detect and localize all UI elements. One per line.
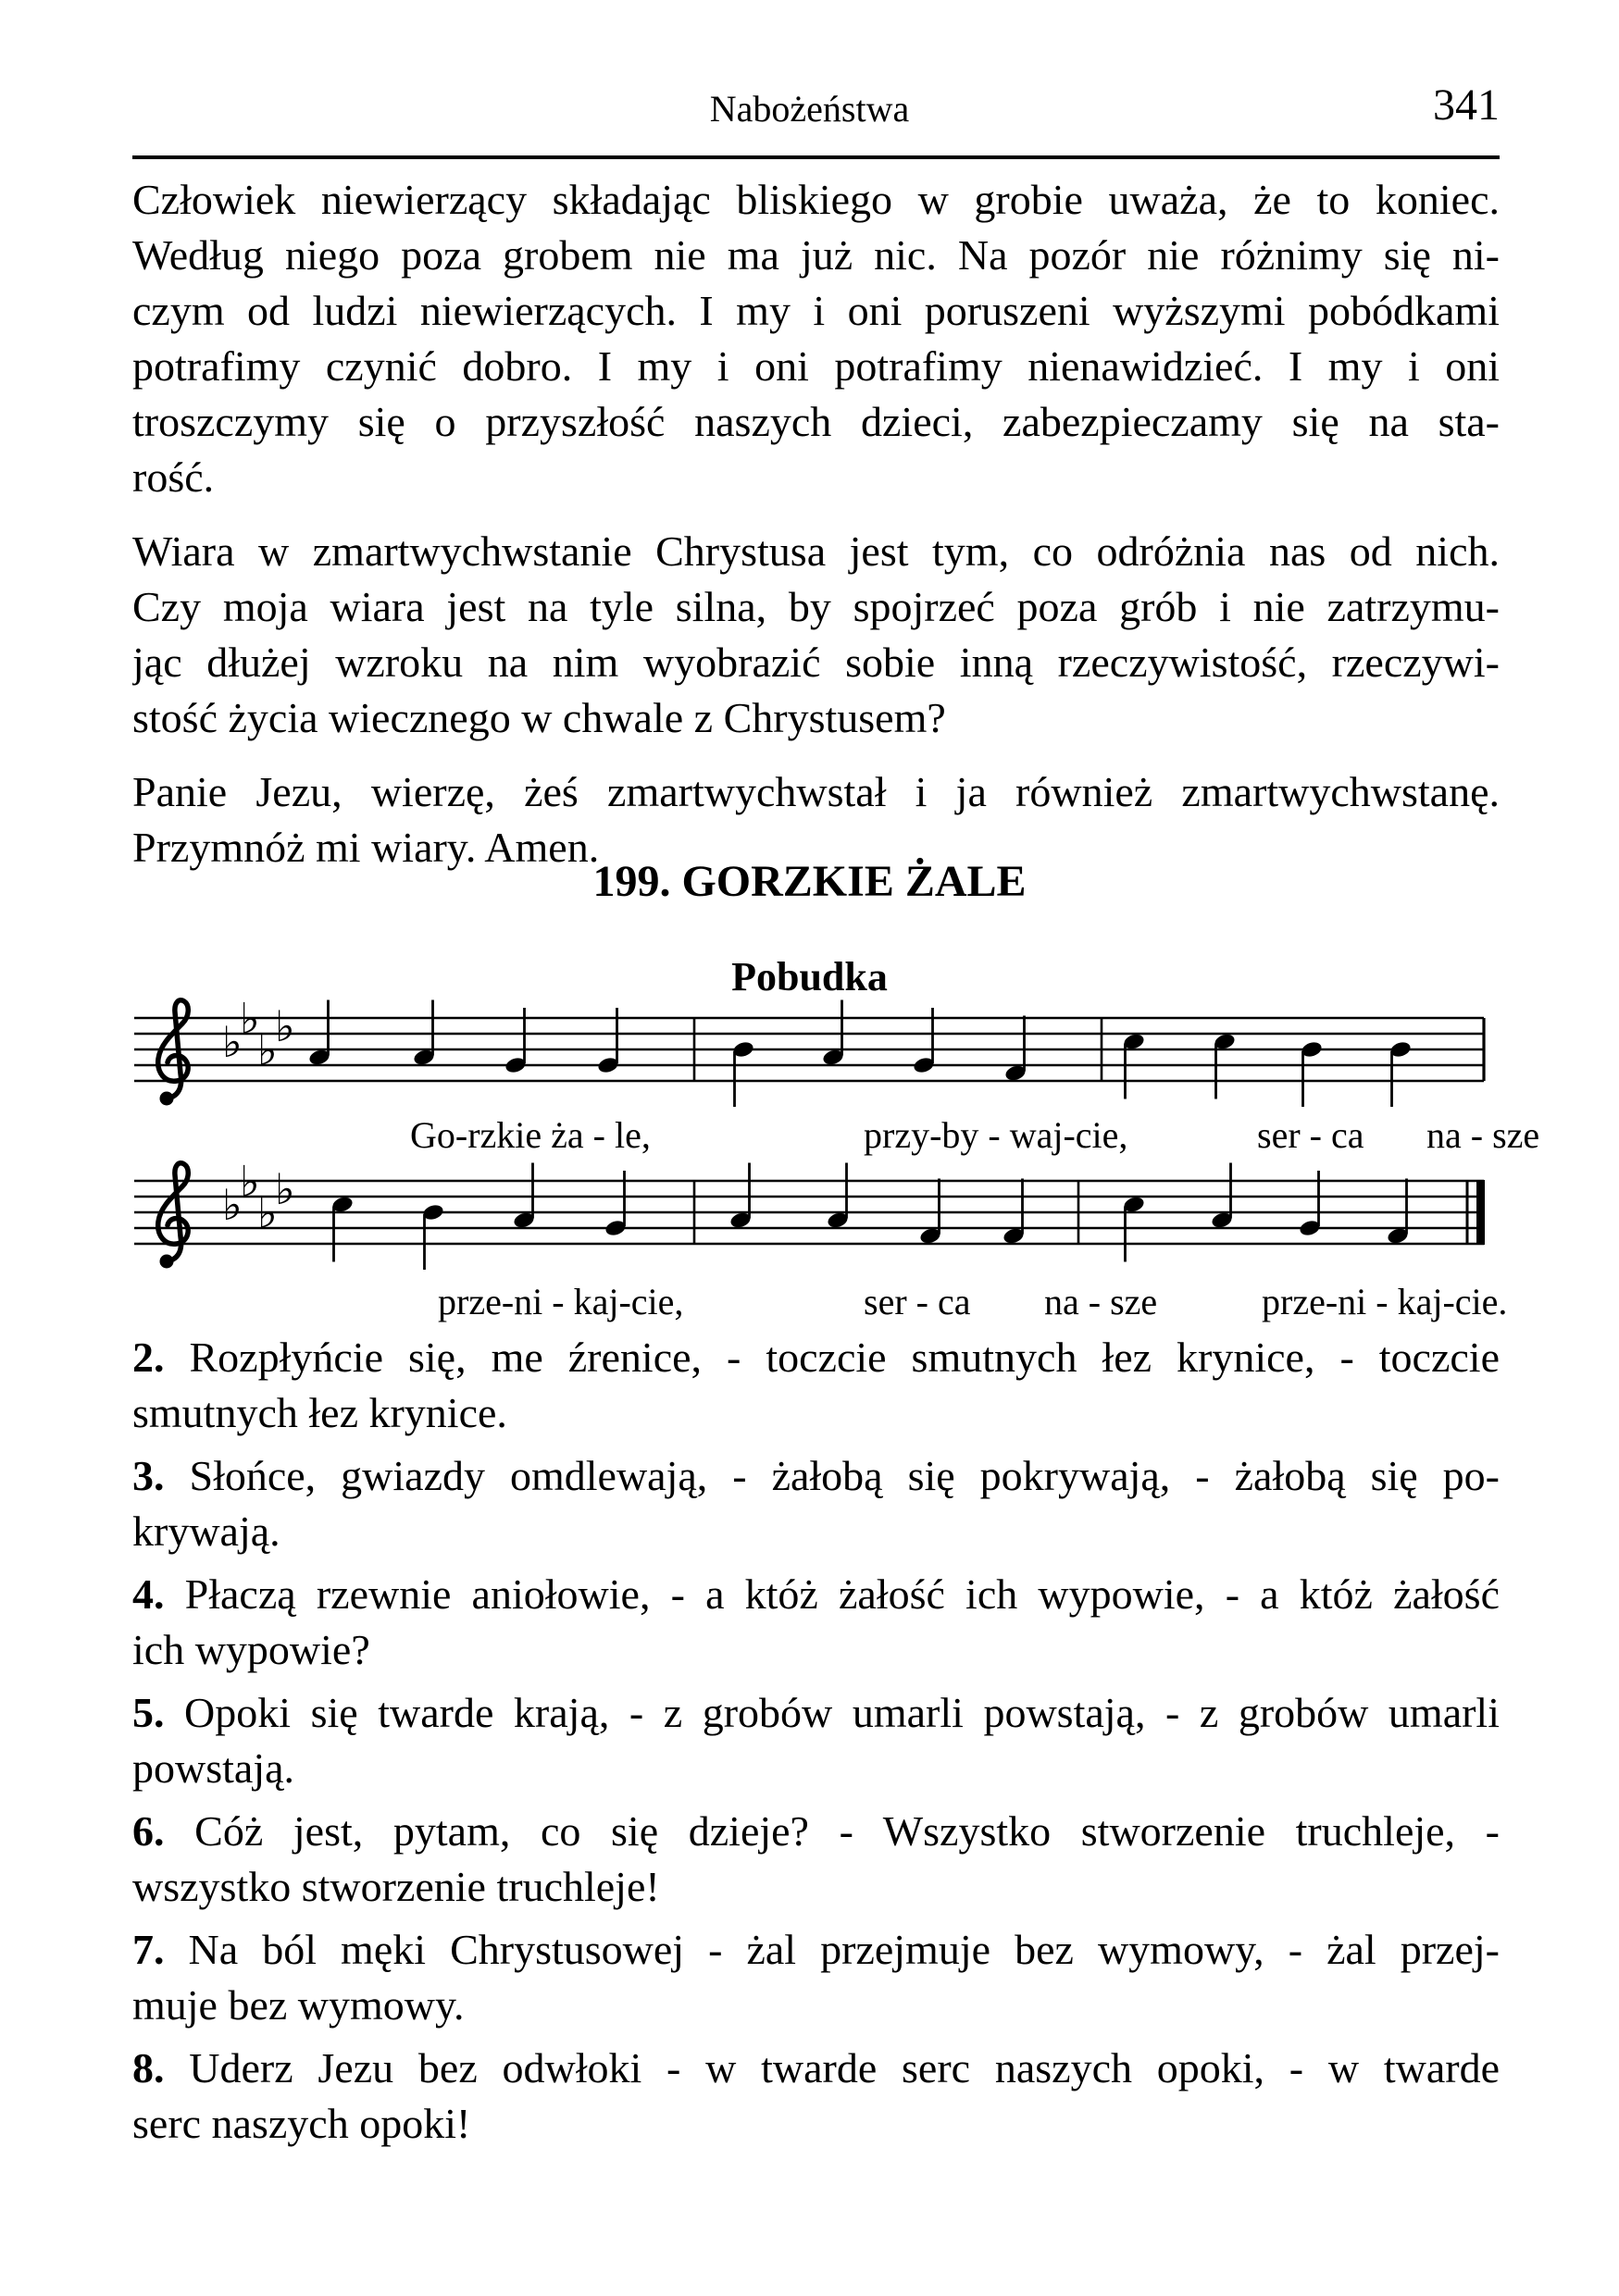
treble-clef-icon bbox=[158, 1163, 189, 1269]
lyric-segment: ser - ca bbox=[1257, 1114, 1364, 1156]
flat-sign-icon: ♭ bbox=[240, 993, 260, 1044]
verse-line: 5. Opoki się twarde krają, - z grobów umarli powstają, - z grobów umarli bbox=[132, 1689, 1500, 1736]
verse bbox=[132, 1922, 1500, 2033]
verse-line: ich wypowie? bbox=[132, 1626, 370, 1673]
final-barline-thick bbox=[1476, 1180, 1485, 1245]
verse-line: 3. Słońce, gwiazdy omdlewają, - żałobą się pokrywają, - żałobą się po- bbox=[132, 1452, 1500, 1499]
verse bbox=[132, 1804, 1500, 1915]
treble-clef-icon bbox=[158, 1000, 189, 1106]
verse-number: 4. bbox=[132, 1570, 165, 1618]
verse-number: 2. bbox=[132, 1334, 165, 1381]
verse bbox=[132, 2041, 1500, 2152]
lyric-segment: Go-rzkie ża - le, bbox=[410, 1114, 651, 1156]
verse-line: 4. Płaczą rzewnie aniołowie, - a któż żałość ich wypowie, - a któż żałość bbox=[132, 1570, 1500, 1618]
paragraph-line: Czy moja wiara jest na tyle silna, by spojrzeć poza grób i nie zatrzymu- bbox=[132, 583, 1500, 630]
song-subtitle: Pobudka bbox=[731, 954, 888, 999]
paragraph-line: Przymnóż mi wiary. Amen. bbox=[132, 824, 600, 871]
flat-sign-icon: ♭ bbox=[275, 1164, 295, 1214]
paragraph-line: troszczymy się o przyszłość naszych dzieci, zabezpieczamy się na sta- bbox=[132, 398, 1500, 445]
verse bbox=[132, 1330, 1500, 1441]
paragraph-line: jąc dłużej wzroku na nim wyobrazić sobie inną rzeczywistość, rzeczywi- bbox=[132, 639, 1500, 686]
verse bbox=[132, 1685, 1500, 1796]
verse bbox=[132, 1567, 1500, 1678]
verse-number: 7. bbox=[132, 1926, 165, 1973]
running-header-title: Nabożeństwa bbox=[709, 88, 910, 130]
paragraph-line: Według niego poza grobem nie ma już nic. Na pozór nie różnimy się ni- bbox=[132, 231, 1500, 279]
flat-sign-icon: ♭ bbox=[240, 1156, 260, 1207]
flat-sign-icon: ♭ bbox=[222, 1180, 243, 1230]
verse-line: muje bez wymowy. bbox=[132, 1981, 465, 2029]
flat-sign-icon: ♭ bbox=[257, 1187, 278, 1238]
lyric-segment: prze-ni - kaj-cie. bbox=[1262, 1281, 1508, 1322]
paragraph-line: Człowiek niewierzący składając bliskiego w grobie uważa, że to koniec. bbox=[132, 176, 1500, 223]
lyric-segment: na - sze bbox=[1044, 1281, 1158, 1322]
intro-paragraph-1 bbox=[132, 172, 1500, 505]
verse-line: 2. Rozpłyńcie się, me źrenice, - toczcie smutnych łez krynice, - toczcie bbox=[132, 1334, 1500, 1381]
song-title: 199. GORZKIE ŻALE bbox=[592, 857, 1027, 906]
intro-paragraph-2 bbox=[132, 524, 1500, 746]
verse bbox=[132, 1448, 1500, 1559]
page-number: 341 bbox=[1433, 81, 1500, 130]
flat-sign-icon: ♭ bbox=[275, 1001, 295, 1051]
header-divider bbox=[132, 155, 1500, 159]
verse-line: 6. Cóż jest, pytam, co się dzieje? - Wszystko stworzenie truchleje, - bbox=[132, 1807, 1500, 1855]
lyric-segment: przy-by - waj-cie, bbox=[864, 1114, 1128, 1156]
lyrics-line-2 bbox=[132, 1280, 1508, 1328]
music-staff-2 bbox=[132, 1144, 1502, 1283]
verse-number: 5. bbox=[132, 1689, 165, 1736]
verse-line: serc naszych opoki! bbox=[132, 2100, 471, 2147]
flat-sign-icon: ♭ bbox=[222, 1017, 243, 1067]
verse-line: krywają. bbox=[132, 1508, 280, 1555]
lyric-segment: prze-ni - kaj-cie, bbox=[438, 1281, 684, 1322]
flat-sign-icon: ♭ bbox=[257, 1024, 278, 1075]
verse-line: 7. Na ból męki Chrystusowej - żal przejmuje bez wymowy, - żal przej- bbox=[132, 1926, 1500, 1973]
music-staff-1 bbox=[132, 981, 1502, 1120]
lyric-segment: na - sze bbox=[1426, 1114, 1540, 1156]
verse-number: 3. bbox=[132, 1452, 165, 1499]
quarter-note-icon bbox=[1389, 1040, 1413, 1107]
paragraph-line: stość życia wiecznego w chwale z Chrystusem? bbox=[132, 694, 946, 741]
paragraph-line: rość. bbox=[132, 453, 215, 501]
paragraph-line: potrafimy czynić dobro. I my i oni potrafimy nienawidzieć. I my i oni bbox=[132, 342, 1500, 390]
verse-line: powstają. bbox=[132, 1744, 295, 1792]
verse-list bbox=[132, 1330, 1500, 2159]
paragraph-line: Panie Jezu, wierzę, żeś zmartwychwstał i ja również zmartwychwstanę. bbox=[132, 768, 1500, 815]
quarter-note-icon bbox=[1301, 1040, 1324, 1107]
verse-number: 6. bbox=[132, 1807, 165, 1855]
quarter-note-icon bbox=[732, 1040, 755, 1107]
paragraph-line: Wiara w zmartwychwstanie Chrystusa jest tym, co odróżnia nas od nich. bbox=[132, 527, 1500, 575]
verse-line: 8. Uderz Jezu bez odwłoki - w twarde serc naszych opoki, - w twarde bbox=[132, 2044, 1500, 2091]
verse-line: wszystko stworzenie truchleje! bbox=[132, 1863, 660, 1910]
paragraph-line: czym od ludzi niewierzących. I my i oni poruszeni wyższymi pobódkami bbox=[132, 287, 1500, 334]
verse-line: smutnych łez krynice. bbox=[132, 1389, 507, 1436]
quarter-note-icon bbox=[422, 1203, 445, 1270]
lyric-segment: ser - ca bbox=[864, 1281, 971, 1322]
verse-number: 8. bbox=[132, 2044, 165, 2091]
